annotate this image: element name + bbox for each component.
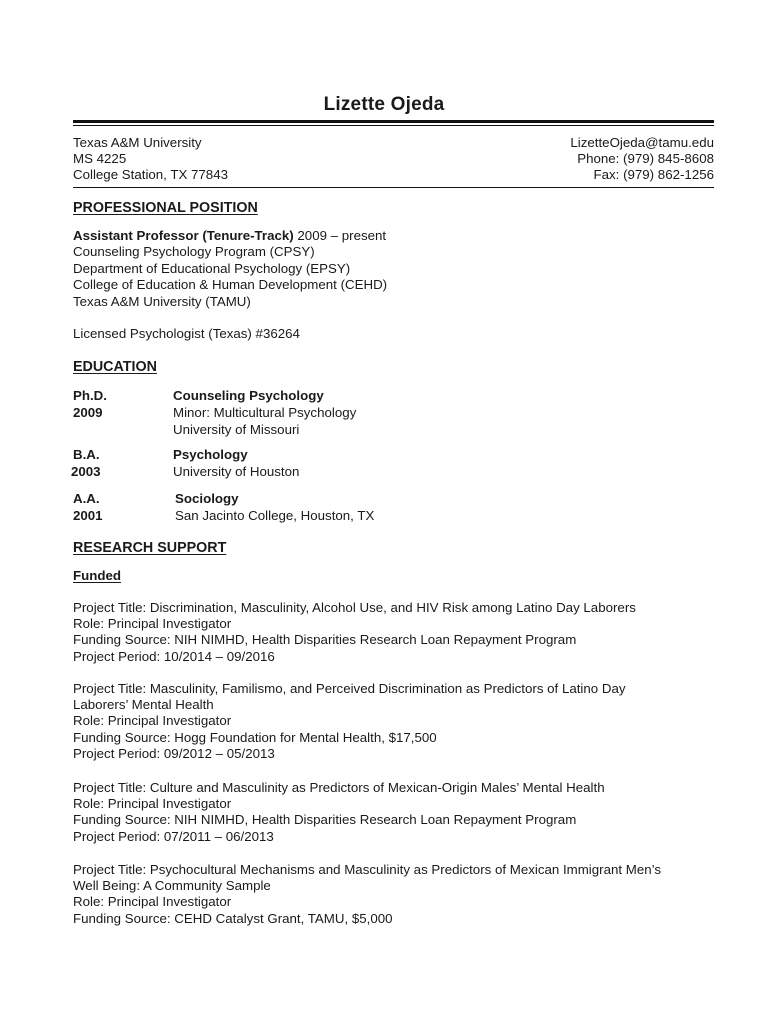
email-text: LizetteOjeda@tamu.edu bbox=[570, 135, 714, 150]
phone-text: Phone: (979) 845-8608 bbox=[577, 151, 714, 166]
edu-year: 2001 bbox=[73, 508, 103, 523]
project-role: Role: Principal Investigator bbox=[73, 616, 232, 632]
position-line: College of Education & Human Development (CEHD) bbox=[73, 277, 388, 293]
project-funding: Funding Source: NIH NIMHD, Health Disparities Research Loan Repayment Program bbox=[73, 812, 577, 828]
project-role: Role: Principal Investigator bbox=[73, 713, 232, 729]
project-period: Project Period: 07/2011 – 06/2013 bbox=[73, 828, 274, 844]
project-title: Project Title: Discrimination, Masculinity, Alcohol Use, and HIV Risk among Latino Day Laborers bbox=[73, 600, 636, 615]
project-title-cont: Well Being: A Community Sample bbox=[73, 878, 271, 894]
professional-position-body bbox=[73, 228, 387, 310]
position-dates: 2009 – present bbox=[293, 228, 387, 243]
edu-field: Counseling Psychology bbox=[173, 388, 324, 403]
project-period: Project Period: 10/2014 – 09/2016 bbox=[73, 648, 275, 664]
project-title: Project Title: Culture and Masculinity as Predictors of Mexican-Origin Males’ Mental Health bbox=[73, 780, 605, 795]
project-title-cont: Laborers’ Mental Health bbox=[73, 697, 214, 713]
edu-detail: San Jacinto College, Houston, TX bbox=[175, 508, 375, 523]
project-funding: Funding Source: NIH NIMHD, Health Disparities Research Loan Repayment Program bbox=[73, 632, 577, 648]
section-heading-professional-position: PROFESSIONAL POSITION bbox=[73, 200, 258, 216]
edu-degree: B.A. bbox=[73, 447, 100, 462]
position-title-line bbox=[73, 228, 387, 244]
cv-name: Lizette Ojeda bbox=[323, 94, 445, 115]
edu-year: 2009 bbox=[73, 405, 103, 420]
project-entry bbox=[73, 600, 713, 665]
edu-detail: University of Missouri bbox=[173, 422, 300, 437]
project-entry bbox=[73, 862, 713, 927]
project-funding: Funding Source: CEHD Catalyst Grant, TAMU, $5,000 bbox=[73, 910, 393, 926]
project-entry bbox=[73, 681, 713, 762]
contact-details bbox=[570, 135, 714, 183]
project-title: Project Title: Masculinity, Familismo, and Perceived Discrimination as Predictors of Latino Day bbox=[73, 681, 626, 696]
position-line: Department of Educational Psychology (EPSY) bbox=[73, 260, 351, 276]
edu-degree: Ph.D. bbox=[73, 388, 107, 403]
position-line: Counseling Psychology Program (CPSY) bbox=[73, 244, 315, 260]
edu-field: Sociology bbox=[175, 491, 239, 506]
position-line: Texas A&M University (TAMU) bbox=[73, 293, 251, 309]
project-role: Role: Principal Investigator bbox=[73, 894, 232, 910]
address-line: Texas A&M University bbox=[73, 135, 202, 150]
project-period: Project Period: 09/2012 – 05/2013 bbox=[73, 745, 275, 761]
edu-detail: Minor: Multicultural Psychology bbox=[173, 405, 357, 420]
license-text: Licensed Psychologist (Texas) #36264 bbox=[73, 326, 300, 341]
project-title: Project Title: Psychocultural Mechanisms and Masculinity as Predictors of Mexican Immigrant Men’s bbox=[73, 862, 661, 877]
contact-rule bbox=[73, 187, 714, 188]
funded-subheading: Funded bbox=[73, 568, 122, 583]
section-heading-education: EDUCATION bbox=[73, 359, 157, 375]
header-rule-thin bbox=[73, 125, 714, 126]
position-title: Assistant Professor (Tenure-Track) bbox=[73, 228, 294, 243]
edu-year: 2003 bbox=[71, 464, 101, 479]
header-rule-thick bbox=[73, 120, 714, 123]
project-role: Role: Principal Investigator bbox=[73, 796, 232, 812]
fax-text: Fax: (979) 862-1256 bbox=[593, 167, 714, 182]
contact-address bbox=[73, 135, 228, 183]
edu-detail: University of Houston bbox=[173, 464, 300, 479]
address-line: MS 4225 bbox=[73, 151, 127, 166]
address-line: College Station, TX 77843 bbox=[73, 167, 228, 182]
section-heading-research-support: RESEARCH SUPPORT bbox=[73, 540, 227, 556]
edu-degree: A.A. bbox=[73, 491, 100, 506]
project-funding: Funding Source: Hogg Foundation for Mental Health, $17,500 bbox=[73, 729, 437, 745]
edu-field: Psychology bbox=[173, 447, 248, 462]
project-entry bbox=[73, 780, 713, 845]
